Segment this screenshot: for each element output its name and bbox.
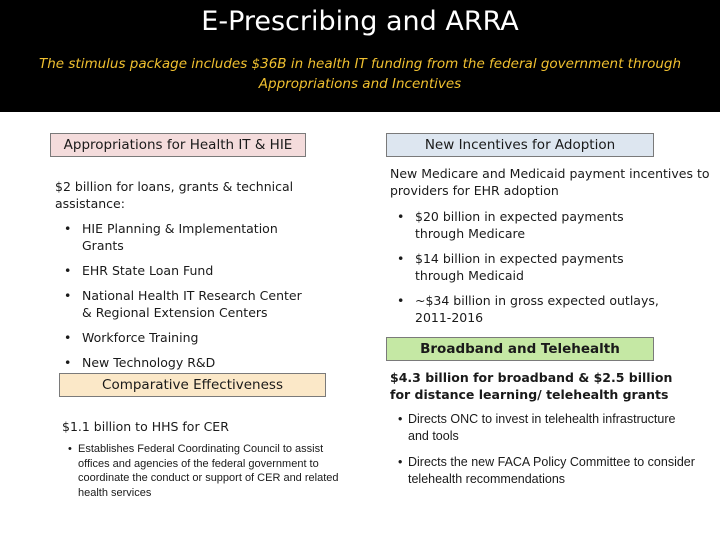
list-item: • Workforce Training bbox=[57, 329, 315, 346]
list-item: • Establishes Federal Coordinating Council to assist offices and agencies of the federal government to coordinate the conduct or support of CER and related health services bbox=[63, 442, 345, 500]
broadband-list bbox=[393, 411, 698, 488]
broadband-lead: $4.3 billion for broadband & $2.5 billion for distance learning/ telehealth grants bbox=[390, 370, 673, 402]
appropriations-lead: $2 billion for loans, grants & technical assistance: bbox=[55, 179, 294, 211]
list-item: • Directs the new FACA Policy Committee to consider telehealth recommendations bbox=[393, 454, 698, 488]
title-banner bbox=[0, 0, 720, 112]
slide-subtitle: The stimulus package includes $36B in health IT funding from the federal government through Appropriations and Incentives bbox=[38, 56, 682, 92]
comparative-lead: $1.1 billion to HHS for CER bbox=[62, 419, 229, 434]
comparative-heading: Comparative Effectiveness bbox=[59, 373, 326, 397]
broadband-heading: Broadband and Telehealth bbox=[386, 337, 654, 361]
list-item: • National Health IT Research Center & Regional Extension Centers bbox=[57, 287, 315, 321]
list-item: • HIE Planning & Implementation Grants bbox=[57, 220, 315, 254]
list-item: • EHR State Loan Fund bbox=[57, 262, 315, 279]
list-item: • $20 billion in expected payments through Medicare bbox=[390, 208, 675, 242]
comparative-list bbox=[63, 442, 345, 500]
incentives-heading: New Incentives for Adoption bbox=[386, 133, 654, 157]
appropriations-list bbox=[57, 220, 315, 371]
incentives-lead: New Medicare and Medicaid payment incentives to providers for EHR adoption bbox=[390, 166, 710, 198]
incentives-list bbox=[390, 208, 675, 326]
slide-title: E-Prescribing and ARRA bbox=[201, 6, 519, 37]
list-item: • Directs ONC to invest in telehealth infrastructure and tools bbox=[393, 411, 698, 445]
list-item: • $14 billion in expected payments through Medicaid bbox=[390, 250, 675, 284]
list-item: • New Technology R&D bbox=[57, 354, 315, 371]
list-item: • ~$34 billion in gross expected outlays, 2011-2016 bbox=[390, 292, 675, 326]
appropriations-heading: Appropriations for Health IT & HIE bbox=[50, 133, 306, 157]
